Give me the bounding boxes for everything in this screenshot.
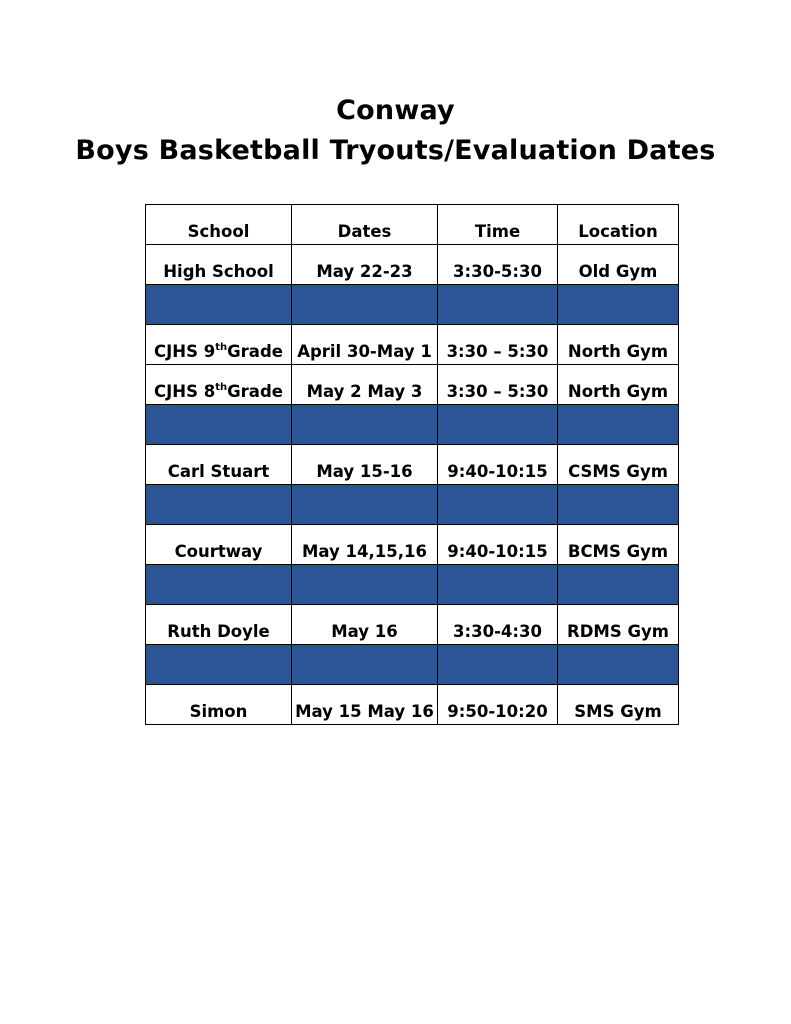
cell-time: 3:30-4:30 xyxy=(438,605,558,645)
cell-school: Ruth Doyle xyxy=(146,605,292,645)
cell-dates: May 22-23 xyxy=(292,245,438,285)
cell-time: 9:40-10:15 xyxy=(438,445,558,485)
table-row xyxy=(146,685,679,725)
cell-time: 3:30-5:30 xyxy=(438,245,558,285)
cell-location: Old Gym xyxy=(558,245,679,285)
cell-school: High School xyxy=(146,245,292,285)
separator-row xyxy=(146,645,679,685)
table-header-row xyxy=(146,205,679,245)
table-row xyxy=(146,445,679,485)
cell-dates: May 15 May 16 xyxy=(292,685,438,725)
cell-dates: May 16 xyxy=(292,605,438,645)
cell-school: CJHS 8thGrade xyxy=(146,365,292,405)
header-school: School xyxy=(146,205,292,245)
cell-location: North Gym xyxy=(558,325,679,365)
separator-row xyxy=(146,565,679,605)
cell-time: 3:30 – 5:30 xyxy=(438,325,558,365)
cell-location: CSMS Gym xyxy=(558,445,679,485)
table-row xyxy=(146,605,679,645)
cell-time: 9:40-10:15 xyxy=(438,525,558,565)
cell-dates: May 2 May 3 xyxy=(292,365,438,405)
cell-time: 9:50-10:20 xyxy=(438,685,558,725)
cell-school: Carl Stuart xyxy=(146,445,292,485)
cell-time: 3:30 – 5:30 xyxy=(438,365,558,405)
table-row xyxy=(146,245,679,285)
cell-dates: May 14,15,16 xyxy=(292,525,438,565)
header-location: Location xyxy=(558,205,679,245)
cell-location: North Gym xyxy=(558,365,679,405)
header-dates: Dates xyxy=(292,205,438,245)
cell-school: Courtway xyxy=(146,525,292,565)
cell-location: SMS Gym xyxy=(558,685,679,725)
cell-school: CJHS 9thGrade xyxy=(146,325,292,365)
table-row xyxy=(146,365,679,405)
cell-dates: May 15-16 xyxy=(292,445,438,485)
header-time: Time xyxy=(438,205,558,245)
cell-school: Simon xyxy=(146,685,292,725)
separator-row xyxy=(146,405,679,445)
table-row xyxy=(146,525,679,565)
tryouts-table xyxy=(145,204,679,725)
cell-location: RDMS Gym xyxy=(558,605,679,645)
separator-row xyxy=(146,485,679,525)
separator-row xyxy=(146,285,679,325)
table-row xyxy=(146,325,679,365)
cell-location: BCMS Gym xyxy=(558,525,679,565)
page-title: Conway xyxy=(336,95,455,126)
page-subtitle: Boys Basketball Tryouts/Evaluation Dates xyxy=(75,135,716,166)
cell-dates: April 30-May 1 xyxy=(292,325,438,365)
